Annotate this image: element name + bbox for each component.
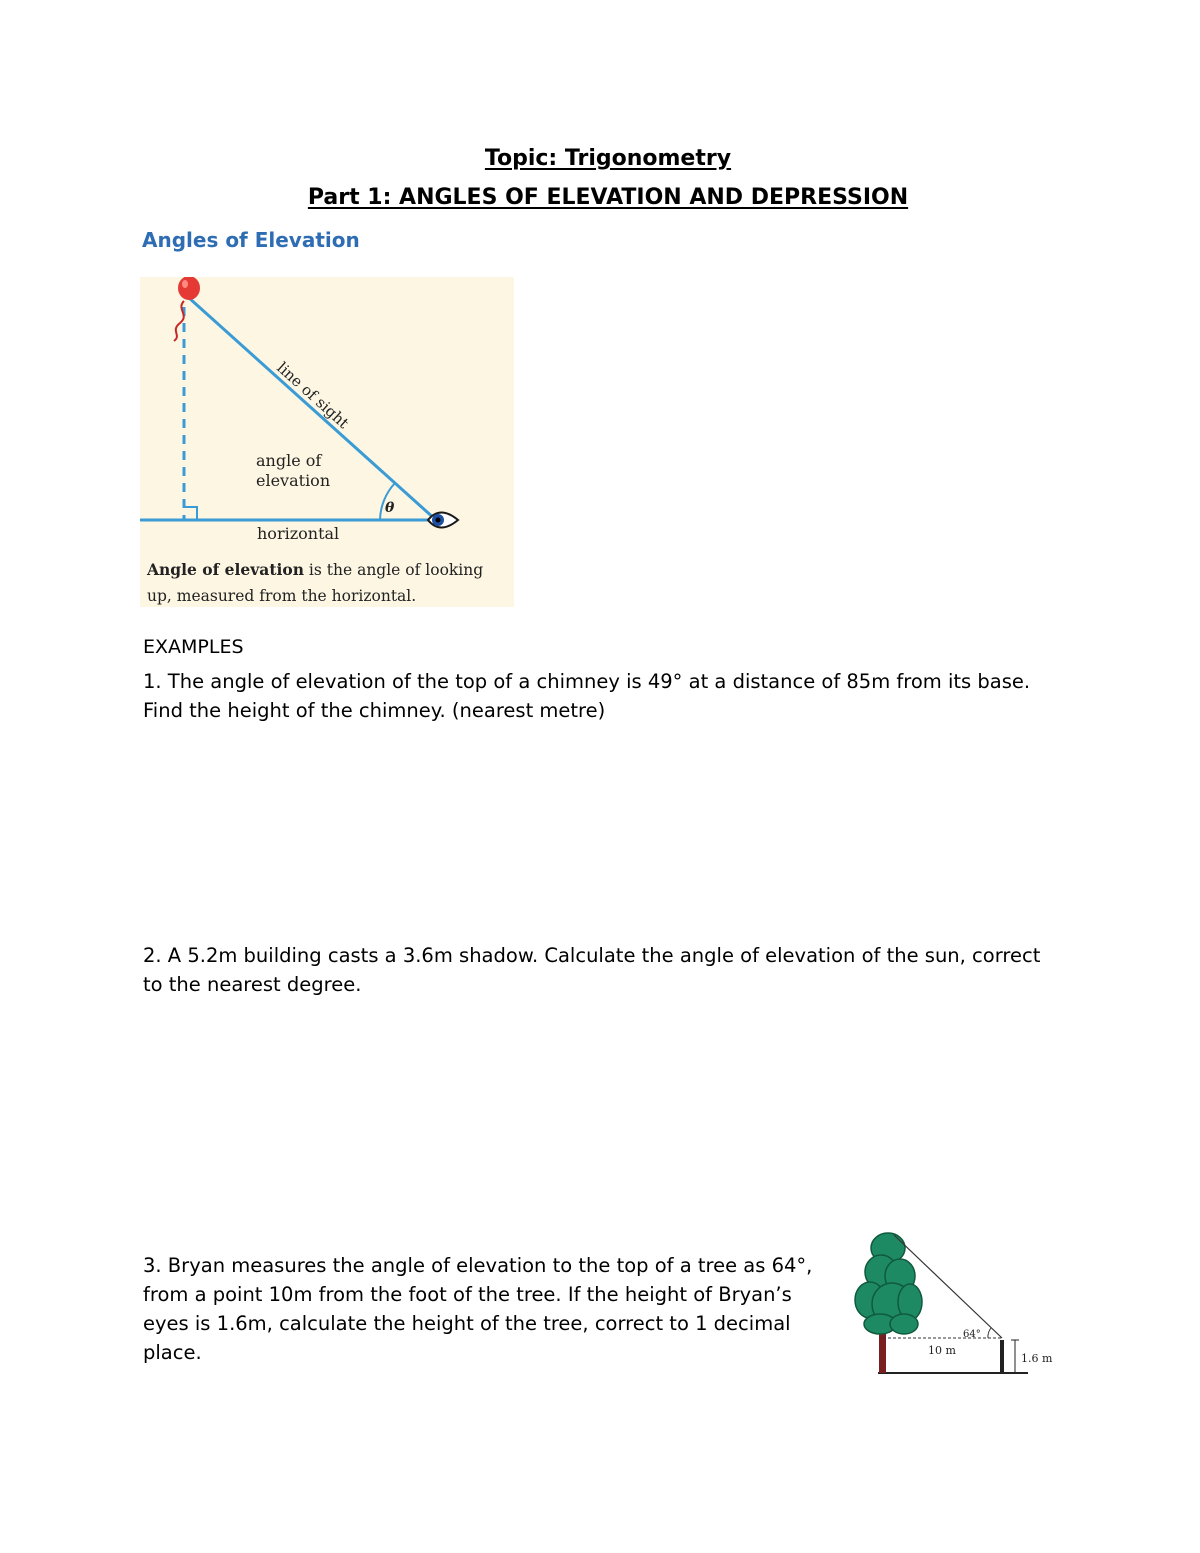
caption-bold-term: Angle of elevation <box>147 560 304 579</box>
horizontal-label: horizontal <box>257 524 340 543</box>
examples-heading: EXAMPLES <box>143 636 244 658</box>
angle-label-line1: angle of <box>256 451 322 470</box>
caption-text: is the angle of looking up, measured from the horizontal. <box>147 561 484 605</box>
balloon-icon <box>178 277 200 300</box>
theta-label: θ <box>385 500 395 516</box>
figure-caption <box>147 557 511 609</box>
balloon-highlight <box>182 280 188 288</box>
tree-angle-arc <box>988 1328 991 1338</box>
example-question-2: 2. A 5.2m building casts a 3.6m shadow. Calculate the angle of elevation of the sun, correct to the nearest degree. <box>143 944 1041 996</box>
topic-title: Topic: Trigonometry <box>484 146 732 171</box>
angle-of-elevation-figure <box>140 277 514 607</box>
section-heading-angles-of-elevation: Angles of Elevation <box>142 228 360 252</box>
eye-height-label: 1.6 m <box>1021 1352 1053 1365</box>
line-of-sight-label: line of sight <box>273 358 353 433</box>
angle-label-line2: elevation <box>256 471 331 490</box>
tree-figure <box>850 1228 1065 1380</box>
example-question-1: 1. The angle of elevation of the top of a chimney is 49° at a distance of 85m from its base. Find the height of the chimney. (nearest metre) <box>143 670 1031 722</box>
tree-icon <box>855 1233 922 1334</box>
example-question-3: 3. Bryan measures the angle of elevation to the top of a tree as 64°, from a point 10m from the foot of the tree. If the height of Bryan’s eyes is 1.6m, calculate the height of the tree, correct to 1 decimal place. <box>143 1254 813 1364</box>
tree-angle-label: 64° <box>963 1329 981 1340</box>
tree-distance-label: 10 m <box>928 1344 956 1357</box>
right-angle-marker <box>184 507 197 520</box>
person-icon <box>1000 1340 1004 1373</box>
part-title: Part 1: ANGLES OF ELEVATION AND DEPRESSION <box>307 185 909 210</box>
tree-diagram <box>850 1228 1065 1380</box>
eye-icon <box>428 513 458 528</box>
